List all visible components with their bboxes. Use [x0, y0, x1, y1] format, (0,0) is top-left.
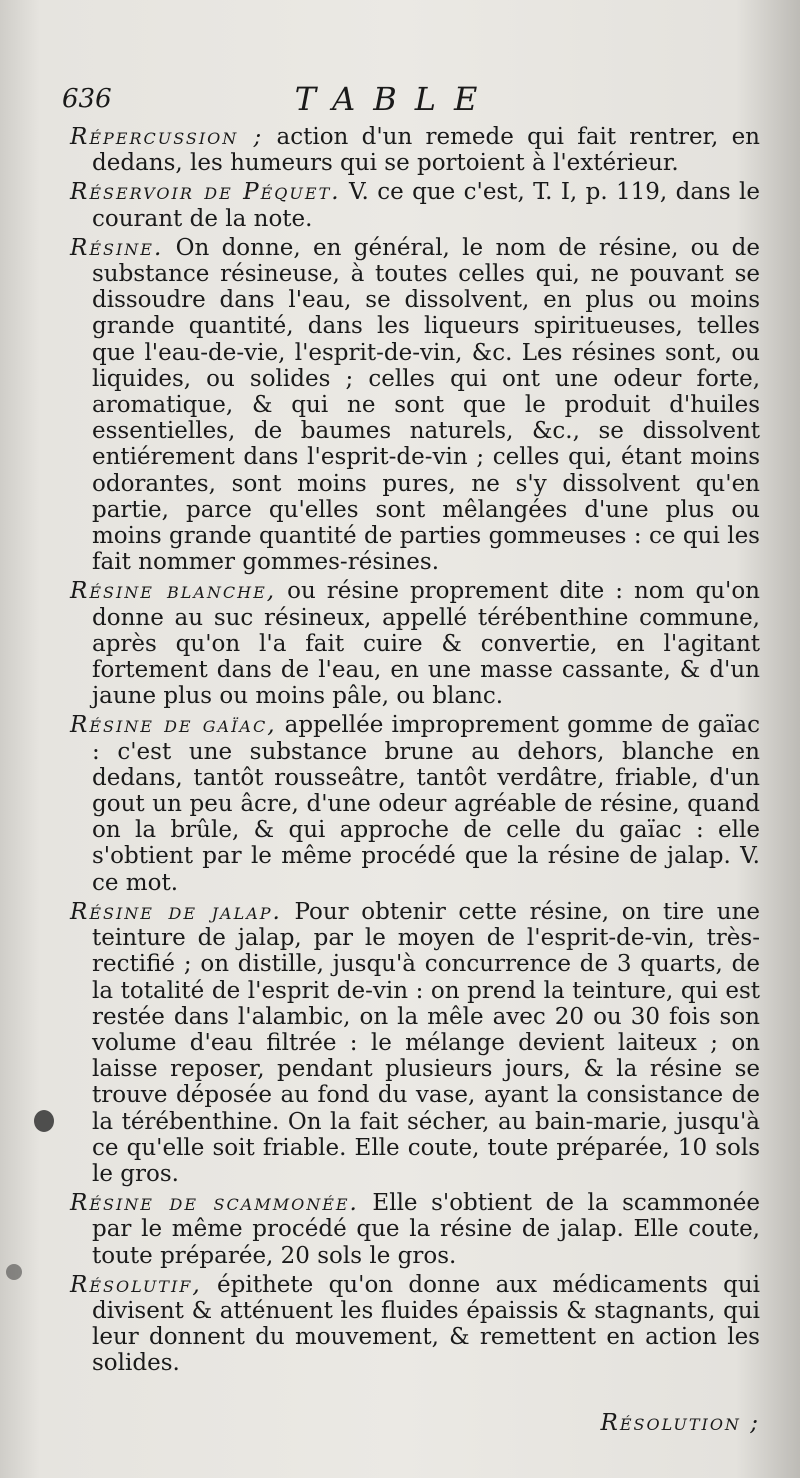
entry-headword: Résine blanche, — [70, 578, 277, 605]
entry-headword: Résine. — [70, 234, 164, 261]
entry-text: On donne, en général, le nom de résine, ou de substance résineuse, à toutes celles qui, ne pouvant se dissoudre dans l'eau, se dissolvent, en plus ou moins grande quantité, dans les liqueurs spiritueuses, telles que l'eau-de-vie, l'esprit-de-vin, &c. Les résines sont, ou liquides, ou solides ; celles qui ont une odeur forte, aromatique, & qui ne sont que le produit d'huiles essentielles, de baumes naturels, &c., se dissolvent entiérement dans l'esprit-de-vin ; celles qui, étant moins odorantes, sont moins pures, ne s'y dissolvent qu'en partie, parce qu'elles sont mêlangées d'une plus ou moins grande quantité de parties gommeuses : ce qui les fait nommer gommes-résines. — [92, 234, 760, 576]
entry-resine — [70, 235, 760, 576]
page-title: TABLE — [294, 80, 496, 118]
entry-resine-gaiac — [70, 712, 760, 895]
entry-text: action d'un remede qui fait rentrer, en dedans, les humeurs qui se portoient à l'extérieur. — [92, 124, 760, 177]
entry-headword: Résolutif, — [70, 1271, 202, 1298]
entry-repercussion — [70, 124, 760, 176]
entry-resolutif — [70, 1272, 760, 1377]
ink-stain — [34, 1110, 54, 1132]
entry-text: appellée improprement gomme de gaïac : c'est une substance brune au dehors, blanche en dedans, tantôt rousseâtre, tantôt verdâtre, friable, d'un gout un peu âcre, d'une odeur agréable de résine, quand on la brûle, & qui approche de celle du gaïac : elle s'obtient par le même procédé que la résine de jalap. V. ce mot. — [92, 712, 760, 896]
page-header — [62, 80, 760, 124]
entry-resine-blanche — [70, 578, 760, 709]
entry-text: ou résine proprement dite : nom qu'on donne au suc résineux, appellé térébenthine commune, après qu'on l'a fait cuire & convertie, en l'agitant fortement dans de l'eau, en une masse cassante, & d'un jaune plus ou moins pâle, ou blanc. — [92, 578, 760, 710]
catchword: Résolution ; — [600, 1410, 760, 1436]
entry-text: Pour obtenir cette résine, on tire une teinture de jalap, par le moyen de l'esprit-de-vin, très-rectifié ; on distille, jusqu'à concurrence de 3 quarts, de la totalité de l'esprit de-vin : on prend la teinture, qui est restée dans l'alambic, on la mêle avec 20 ou 30 fois son volume d'eau filtrée : le mélange devient laiteux ; on laisse reposer, pendant plusieurs jours, & la résine se trouve déposée au fond du vase, ayant la consistance de la térébenthine. On la fait sécher, au bain-marie, jusqu'à ce qu'elle soit friable. Elle coute, toute préparée, 10 sols le gros. — [92, 898, 760, 1187]
entry-text: V. ce que c'est, T. I, p. 119, dans le courant de la note. — [92, 179, 760, 232]
entry-headword: Résine de scammonée. — [70, 1190, 359, 1217]
entry-resine-jalap — [70, 899, 760, 1187]
entry-headword: Résine de jalap. — [70, 898, 282, 925]
page-number: 636 — [62, 84, 112, 114]
entry-text: épithete qu'on donne aux médicaments qui divisent & atténuent les fluides épaissis & stagnants, qui leur donnent du mouvement, & remettent en action les solides. — [92, 1271, 760, 1377]
entry-headword: Résine de gaïac, — [70, 712, 277, 739]
ink-stain — [6, 1264, 22, 1280]
entry-headword: Répercussion ; — [70, 124, 264, 150]
entry-reservoir — [70, 179, 760, 231]
entry-headword: Réservoir de Péquet. — [70, 179, 341, 206]
entry-resine-scammonee — [70, 1190, 760, 1269]
entry-text: Elle s'obtient de la scammonée par le même procédé que la résine de jalap. Elle coute, toute préparée, 20 sols le gros. — [92, 1190, 760, 1269]
